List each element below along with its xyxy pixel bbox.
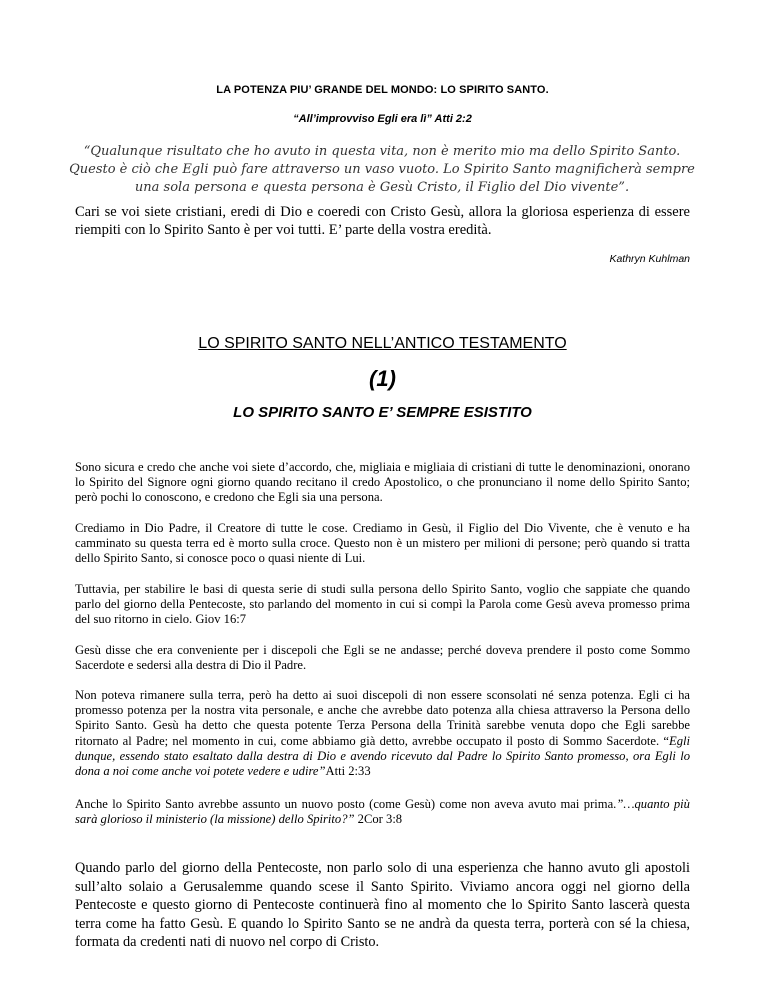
body-paragraph-4: Gesù disse che era conveniente per i discepoli che Egli se ne andasse; perché doveva prendere il posto come Sommo Sacerdote e sedersi alla destra di Dio il Padre. bbox=[75, 643, 690, 673]
quote-author: Kathryn Kuhlman bbox=[609, 253, 690, 265]
paragraph-5-text: Non poteva rimanere sulla terra, però ha detto ai suoi discepoli di non essere sconsolati né senza potenza. Egli ci ha promesso potenza per la nostra vita personale, e anche che avrebbe dato potenza alla chiesa attraverso la Persona dello Spirito Santo. Gesù ha detto che questa potente Terza Persona della Trinità sarebbe venuta dopo che Egli sarebbe ritornato al Padre; nel momento in cui, come abbiamo già detto, avrebbe occupato il posto di Sommo Sacerdote. “ bbox=[75, 688, 690, 748]
body-paragraph-5 bbox=[75, 688, 690, 779]
body-paragraph-6 bbox=[75, 797, 690, 827]
scripture-quote-corinthians: ”…quanto più sarà glorioso il ministerio (la missione) dello Spirito?” bbox=[75, 797, 690, 827]
scripture-quote-acts: Egli dunque, essendo stato esaltato dalla destra di Dio e avendo ricevuto dal Padre lo Spirito Santo promesso, ora Egli lo dona a noi come anche voi potete vedere e udire” bbox=[75, 733, 690, 779]
scripture-reference-corinthians: 2Cor 3:8 bbox=[354, 812, 403, 827]
body-paragraph-2: Crediamo in Dio Padre, il Creatore di tutte le cose. Crediamo in Gesù, il Figlio del Dio Vivente, che è venuto e ha camminato su questa terra ed è morto sulla croce. Questo non è un mistero per milioni di persone; però quando si tratta dello Spirito Santo, si conosce poco o quasi niente di Lui. bbox=[75, 521, 690, 566]
paragraph-6-text: Anche lo Spirito Santo avrebbe assunto un nuovo posto (come Gesù) come non aveva avuto mai prima. bbox=[75, 797, 617, 811]
document-subtitle: “All’improvviso Egli era lì” Atti 2:2 bbox=[293, 113, 472, 125]
body-paragraph-1: Sono sicura e credo che anche voi siete d’accordo, che, migliaia e migliaia di cristiani di tutte le denominazioni, onorano lo Spirito del Signore ogni giorno quando recitano il credo Apostolico, o che pronunciano il nome dello Spirito Santo; però pochi lo conoscono, e credono che Egli sia una persona. bbox=[75, 460, 690, 505]
body-paragraph-7: Quando parlo del giorno della Pentecoste, non parlo solo di una esperienza che hanno avuto gli apostoli sull’alto solaio a Gerusalemme quando scese il Santo Spirito. Viviamo ancora oggi nel giorno della Pentecoste e questo giorno di Pentecoste continuerà fino al momento che lo Spirito Santo lascerà questa terra come ha fatto Gesù. E quando lo Spirito Santo se ne andrà da questa terra, porterà con sé la chiesa, formata da credenti nati di nuovo nel corpo di Cristo. bbox=[75, 860, 690, 951]
opening-quote: “Qualunque risultato che ho avuto in questa vita, non è merito mio ma dello Spirito Santo. Questo è ciò che Egli può fare attraverso un vaso vuoto. Lo Spirito Santo magnificherà sempre una sola persona e questa persona è Gesù Cristo, il Figlio del Dio vivente”. bbox=[69, 144, 695, 195]
document-title: LA POTENZA PIU’ GRANDE DEL MONDO: LO SPIRITO SANTO. bbox=[216, 84, 549, 96]
section-number: (1) bbox=[369, 366, 396, 391]
scripture-reference-acts: Atti 2:33 bbox=[325, 764, 371, 779]
intro-paragraph: Cari se voi siete cristiani, eredi di Dio e coeredi con Cristo Gesù, allora la gloriosa esperienza di essere riempiti con lo Spirito Santo è per voi tutti. E’ parte della vostra eredità. bbox=[75, 204, 690, 238]
body-paragraph-3: Tuttavia, per stabilire le basi di questa serie di studi sulla persona dello Spirito Santo, voglio che sappiate che quando parlo del giorno della Pentecoste, sto parlando del momento in cui si compì la Parola come Gesù aveva promesso prima del suo ritorno in cielo. Giov 16:7 bbox=[75, 582, 690, 627]
section-title: LO SPIRITO SANTO NELL’ANTICO TESTAMENTO bbox=[198, 335, 567, 352]
section-subtitle: LO SPIRITO SANTO E’ SEMPRE ESISTITO bbox=[233, 404, 532, 421]
